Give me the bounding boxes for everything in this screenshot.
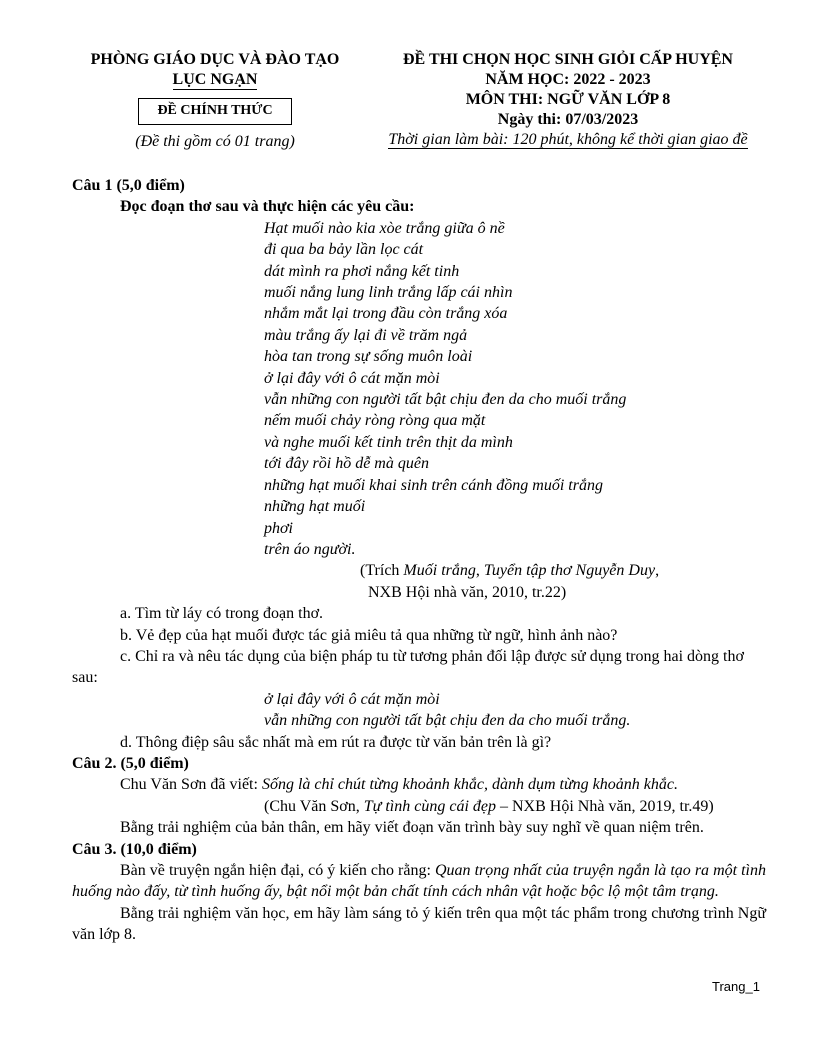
poem-line: trên áo người. [264,540,356,558]
q2-heading: Câu 2. (5,0 điểm) [72,754,189,772]
poem-line: dát mình ra phơi nắng kết tinh [264,262,460,280]
exam-title: ĐỀ THI CHỌN HỌC SINH GIỎI CẤP HUYỆN [403,51,733,68]
poem-line: nếm muối chảy ròng ròng qua mặt [264,412,486,430]
q1-part-c-line1: ở lại đây với ô cát mặn mòi [264,690,440,708]
q1-part-c-line2: vẫn những con người tất bật chịu đen da cho muối trắng. [264,712,631,730]
poem-line: và nghe muối kết tinh trên thịt da mình [264,433,513,451]
poem-line: những hạt muối khai sinh trên cánh đồng muối trắng [264,476,603,494]
q1-part-a: a. Tìm từ láy có trong đoạn thơ. [120,605,324,623]
q3-heading: Câu 3. (10,0 điểm) [72,840,197,858]
poem-line: hòa tan trong sự sống muôn loài [264,348,473,366]
poem-line: muối nắng lung linh trắng lấp cái nhìn [264,284,513,302]
q1-heading: Câu 1 (5,0 điểm) [72,177,185,194]
pages-note: (Đề thi gồm có 01 trang) [135,133,295,150]
poem-line: những hạt muối [264,498,366,516]
poem-citation-line1: (Trích Muối trắng, Tuyển tập thơ Nguyễn Duy, [360,562,660,580]
q2-quote: Chu Văn Sơn đã viết: Sống là chỉ chút từng khoảnh khắc, dành dụm từng khoảnh khắc. [120,776,678,794]
poem-line: ở lại đây với ô cát mặn mòi [264,369,440,387]
district-name: LỤC NGẠN [172,71,258,88]
poem-line: đi qua ba bảy lần lọc cát [264,241,424,259]
q3-quote: Bàn về truyện ngắn hiện đại, có ý kiến cho rằng: Quan trọng nhất của truyện ngắn là tạo ra một tình huống nào đấy, từ tình huống ấy, bật nổi một bản chất tính cách nhân vật hoặc bộc lộ một tâm trạng. [72,862,767,901]
q1-part-c: c. Chỉ ra và nêu tác dụng của biện pháp tu từ tương phản đối lập được sử dụng trong hai dòng thơ sau: [72,647,744,687]
page-number: Trang_1 [712,979,760,994]
q3-task: Bằng trải nghiệm văn học, em hãy làm sáng tỏ ý kiến trên qua một tác phẩm trong chương trình Ngữ văn lớp 8. [72,904,766,944]
poem-line: phơi [264,519,293,537]
header-right [368,50,768,150]
header-left [72,50,358,152]
poem-line: tới đây rồi hồ dễ mà quên [264,455,429,473]
official-exam-box: ĐỀ CHÍNH THỨC [138,98,291,125]
q1-instruction: Đọc đoạn thơ sau và thực hiện các yêu cầu: [120,198,415,216]
poem [72,218,766,561]
q1-part-d: d. Thông điệp sâu sắc nhất mà em rút ra được từ văn bản trên là gì? [120,733,552,751]
time-allowed: Thời gian làm bài: 120 phút, không kể thời gian giao đề [388,131,748,148]
exam-date: Ngày thi: 07/03/2023 [497,111,639,128]
q2-citation: (Chu Văn Sơn, Tự tình cùng cái đẹp – NXB Hội Nhà văn, 2019, tr.49) [264,797,714,815]
exam-body [72,175,766,946]
q1-part-b: b. Vẻ đẹp của hạt muối được tác giả miêu tả qua những từ ngữ, hình ảnh nào? [120,626,618,644]
department-name: PHÒNG GIÁO DỤC VÀ ĐÀO TẠO [90,51,340,68]
exam-subject: MÔN THI: NGỮ VĂN LỚP 8 [465,91,671,108]
poem-line: màu trắng ấy lại đi về trăm ngả [264,326,468,344]
q2-task: Bằng trải nghiệm của bản thân, em hãy viết đoạn văn trình bày suy nghĩ về quan niệm trên. [120,819,704,837]
document-header [0,50,816,180]
poem-citation-line2: NXB Hội nhà văn, 2010, tr.22) [368,583,567,601]
poem-line: nhắm mắt lại trong đầu còn trắng xóa [264,305,508,323]
school-year: NĂM HỌC: 2022 - 2023 [485,71,651,88]
poem-line: Hạt muối nào kia xòe trắng giữa ô nề [264,219,505,237]
poem-line: vẫn những con người tất bật chịu đen da cho muối trắng [264,391,627,409]
